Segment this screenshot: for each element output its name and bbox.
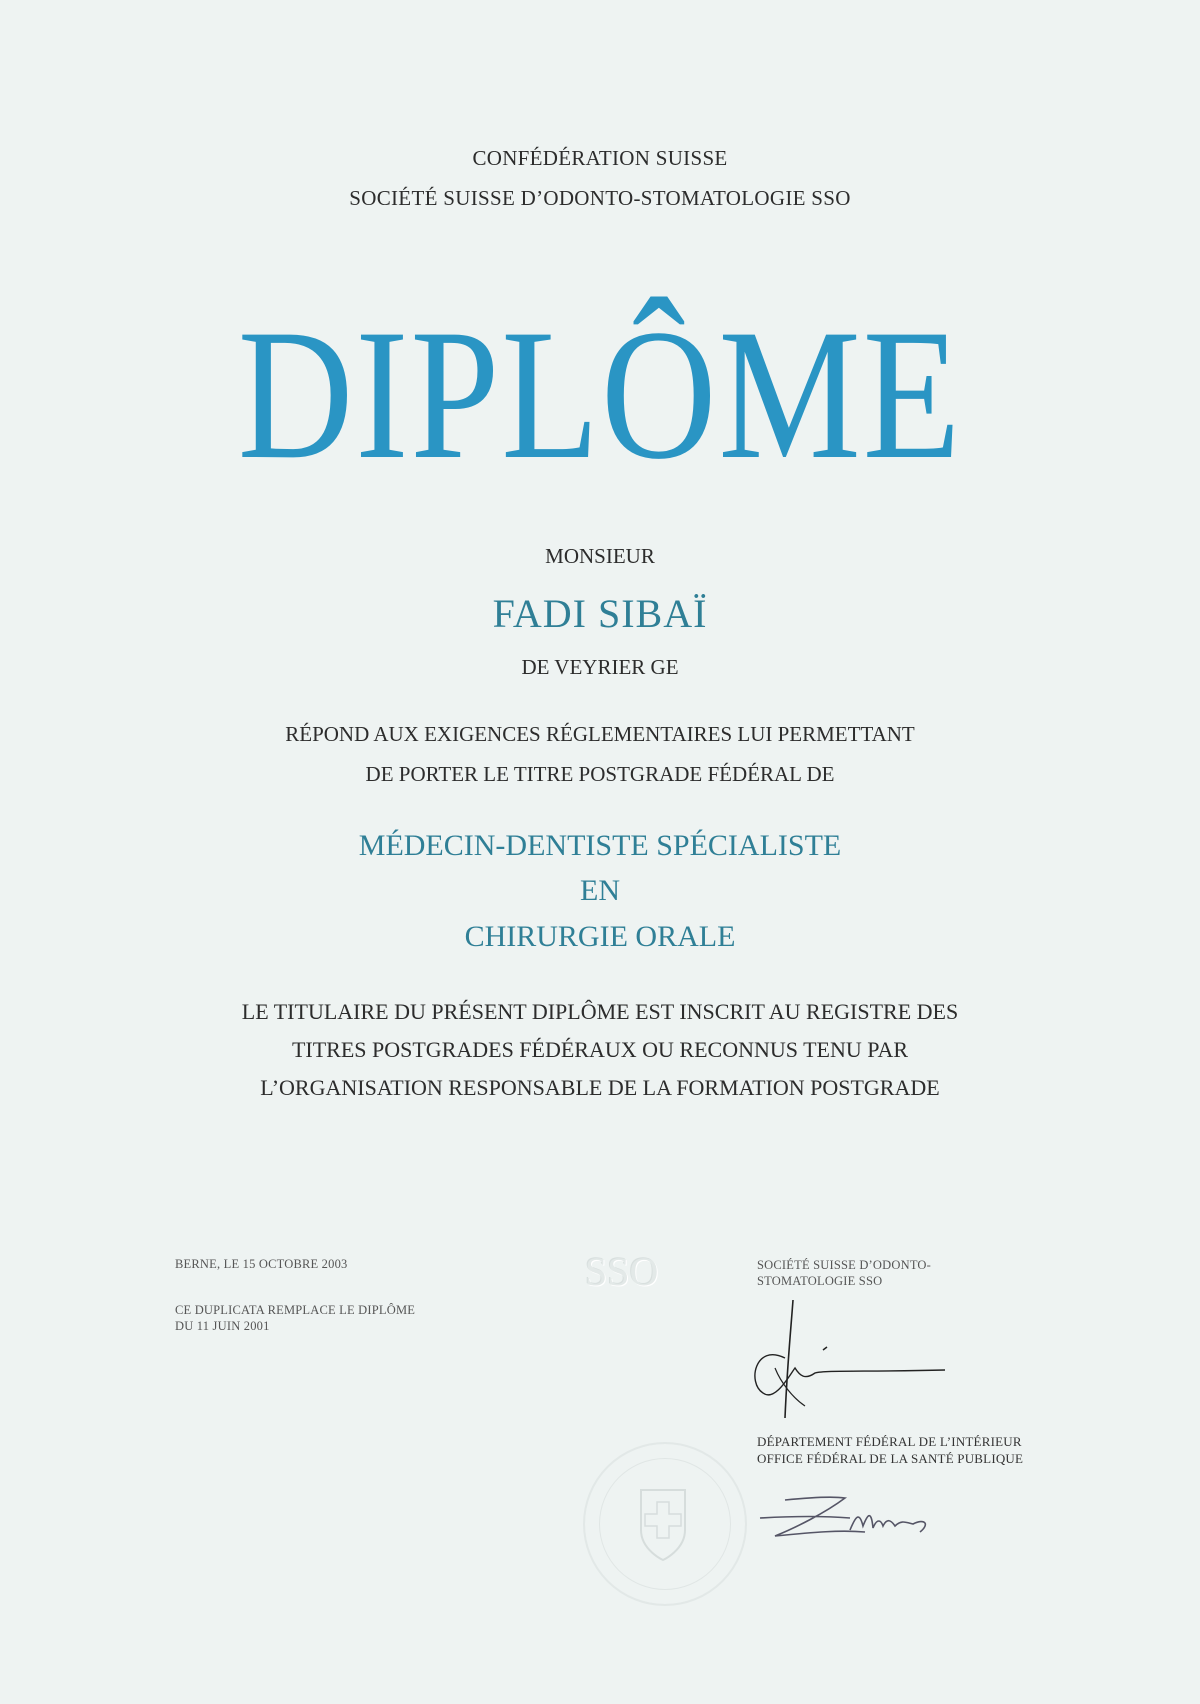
salutation: MONSIEUR [545,544,655,568]
department-line-1: DÉPARTEMENT FÉDÉRAL DE L’INTÉRIEUR [757,1434,1022,1449]
registry-line-3: L’ORGANISATION RESPONSABLE DE LA FORMATION POSTGRADE [260,1075,940,1100]
recipient-origin: DE VEYRIER GE [521,655,679,679]
statement-line-2: DE PORTER LE TITRE POSTGRADE FÉDÉRAL DE [365,762,835,786]
duplicate-line-1: CE DUPLICATA REMPLACE LE DIPLÔME [175,1303,416,1317]
recipient-name: FADI SIBAÏ [492,591,708,636]
signature-sso [745,1298,955,1423]
specialty-line-3: CHIRURGIE ORALE [464,920,736,953]
specialty-line-1: MÉDECIN-DENTISTE SPÉCIALISTE [358,829,842,862]
sso-emboss-stamp: SSO [585,1249,659,1294]
statement-line-1: RÉPOND AUX EXIGENCES RÉGLEMENTAIRES LUI PERMETTANT [285,722,915,746]
place-date: BERNE, LE 15 OCTOBRE 2003 [175,1257,348,1271]
federal-embossed-seal [583,1442,747,1606]
registry-line-1: LE TITULAIRE DU PRÉSENT DIPLÔME EST INSCRIT AU REGISTRE DES [241,999,959,1024]
duplicate-line-2: DU 11 JUIN 2001 [175,1319,270,1333]
specialty-line-2: EN [580,874,620,907]
header-confederation: CONFÉDÉRATION SUISSE [472,146,728,170]
diploma-title: DIPLÔME [237,290,963,498]
sso-signatory-line-2: STOMATOLOGIE SSO [757,1274,883,1288]
registry-line-2: TITRES POSTGRADES FÉDÉRAUX OU RECONNUS TENU PAR [291,1037,909,1062]
header-society: SOCIÉTÉ SUISSE D’ODONTO-STOMATOLOGIE SSO [349,186,851,210]
department-line-2: OFFICE FÉDÉRAL DE LA SANTÉ PUBLIQUE [757,1451,1024,1466]
signature-department [755,1488,985,1548]
sso-signatory-line-1: SOCIÉTÉ SUISSE D’ODONTO- [757,1258,932,1272]
